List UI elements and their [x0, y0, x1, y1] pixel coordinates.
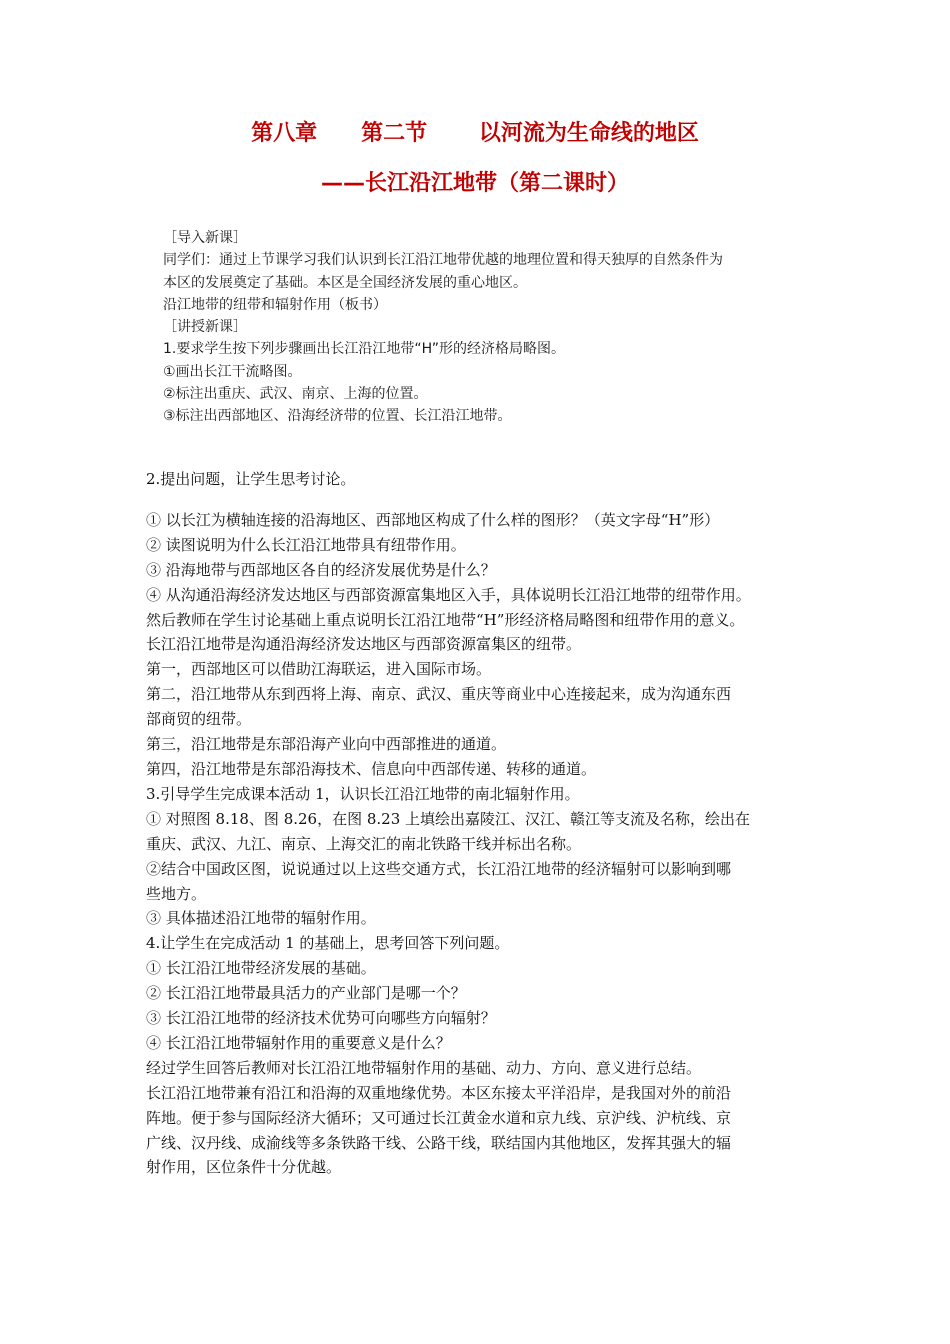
body-line: ① 对照图 8.18、图 8.26，在图 8.23 上填绘出嘉陵江、汉江、赣江等支流及名称，绘出在 [146, 809, 751, 828]
intro-line: 本区的发展奠定了基础。本区是全国经济发展的重心地区。 [163, 274, 527, 291]
body-line: 部商贸的纽带。 [146, 710, 252, 729]
body-line: 经过学生回答后教师对长江沿江地带辐射作用的基础、动力、方向、意义进行总结。 [146, 1058, 702, 1077]
intro-section [163, 227, 863, 428]
body-line: ② 读图说明为什么长江沿江地带具有纽带作用。 [146, 535, 466, 554]
body-line: ④ 长江沿江地带辐射作用的重要意义是什么？ [146, 1033, 451, 1052]
step-item: ①画出长江干流略图。 [163, 363, 302, 380]
body-line: 4.让学生在完成活动 1 的基础上，思考回答下列问题。 [146, 934, 510, 953]
body-line: ① 以长江为横轴连接的沿海地区、西部地区构成了什么样的图形？（英文字母“H”形） [146, 510, 720, 529]
body-line: ① 长江沿江地带经济发展的基础。 [146, 959, 376, 978]
intro-heading: ［导入新课］ [163, 230, 247, 246]
body-line: 3.引导学生完成课本活动 1，认识长江沿江地带的南北辐射作用。 [146, 784, 580, 803]
paragraph-gap [146, 492, 846, 508]
body-line: 长江沿江地带是沟通沿海经济发达地区与西部资源富集区的纽带。 [146, 635, 582, 654]
body-section [146, 467, 846, 1180]
body-line: 重庆、武汉、九江、南京、上海交汇的南北铁路干线并标出名称。 [146, 834, 582, 853]
body-line: 第三，沿江地带是东部沿海产业向中西部推进的通道。 [146, 735, 507, 754]
body-line: 些地方。 [146, 884, 207, 903]
body-line: ③ 沿海地带与西部地区各自的经济发展优势是什么？ [146, 560, 496, 579]
intro-line: 同学们：通过上节课学习我们认识到长江沿江地带优越的地理位置和得天独厚的自然条件为 [163, 252, 723, 269]
blackboard-heading: 沿江地带的纽带和辐射作用（板书） [163, 296, 387, 313]
body-line: 长江沿江地带兼有沿江和沿海的双重地缘优势。本区东接太平洋沿岸，是我国对外的前沿 [146, 1083, 732, 1102]
body-line: ④ 从沟通沿海经济发达地区与西部资源富集地区入手，具体说明长江沿江地带的纽带作用。 [146, 585, 751, 604]
body-line: ③ 具体描述沿江地带的辐射作用。 [146, 909, 376, 928]
step-instruction: 1.要求学生按下列步骤画出长江沿江地带“H”形的经济格局略图。 [163, 341, 565, 358]
lecture-heading: ［讲授新课］ [163, 319, 247, 336]
page-title: 第八章 第二节 以河流为生命线的地区 [251, 121, 699, 146]
body-line: ③ 长江沿江地带的经济技术优势可向哪些方向辐射？ [146, 1009, 496, 1028]
page-subtitle: ——长江沿江地带（第二课时） [320, 171, 629, 196]
body-line: 第二，沿江地带从东到西将上海、南京、武汉、重庆等商业中心连接起来，成为沟通东西 [146, 685, 732, 704]
discussion-heading: 2.提出问题，让学生思考讨论。 [146, 470, 356, 488]
body-line: 广线、汉丹线、成渝线等多条铁路干线、公路干线，联结国内其他地区，发挥其强大的辐 [146, 1133, 732, 1152]
body-line: 第一，西部地区可以借助江海联运，进入国际市场。 [146, 660, 492, 679]
body-line: ② 长江沿江地带最具活力的产业部门是哪一个？ [146, 984, 466, 1003]
step-item: ②标注出重庆、武汉、南京、上海的位置。 [163, 386, 428, 403]
body-line: 第四，沿江地带是东部沿海技术、信息向中西部传递、转移的通道。 [146, 759, 597, 778]
body-line: 射作用，区位条件十分优越。 [146, 1158, 342, 1177]
body-line: 然后教师在学生讨论基础上重点说明长江沿江地带“H”形经济格局略图和纽带作用的意义。 [146, 610, 745, 629]
step-item: ③标注出西部地区、沿海经济带的位置、长江沿江地带。 [163, 408, 512, 425]
body-line: 阵地。便于参与国际经济大循环；又可通过长江黄金水道和京九线、京沪线、沪杭线、京 [146, 1108, 732, 1127]
body-line: ②结合中国政区图，说说通过以上这些交通方式，长江沿江地带的经济辐射可以影响到哪 [146, 859, 732, 878]
